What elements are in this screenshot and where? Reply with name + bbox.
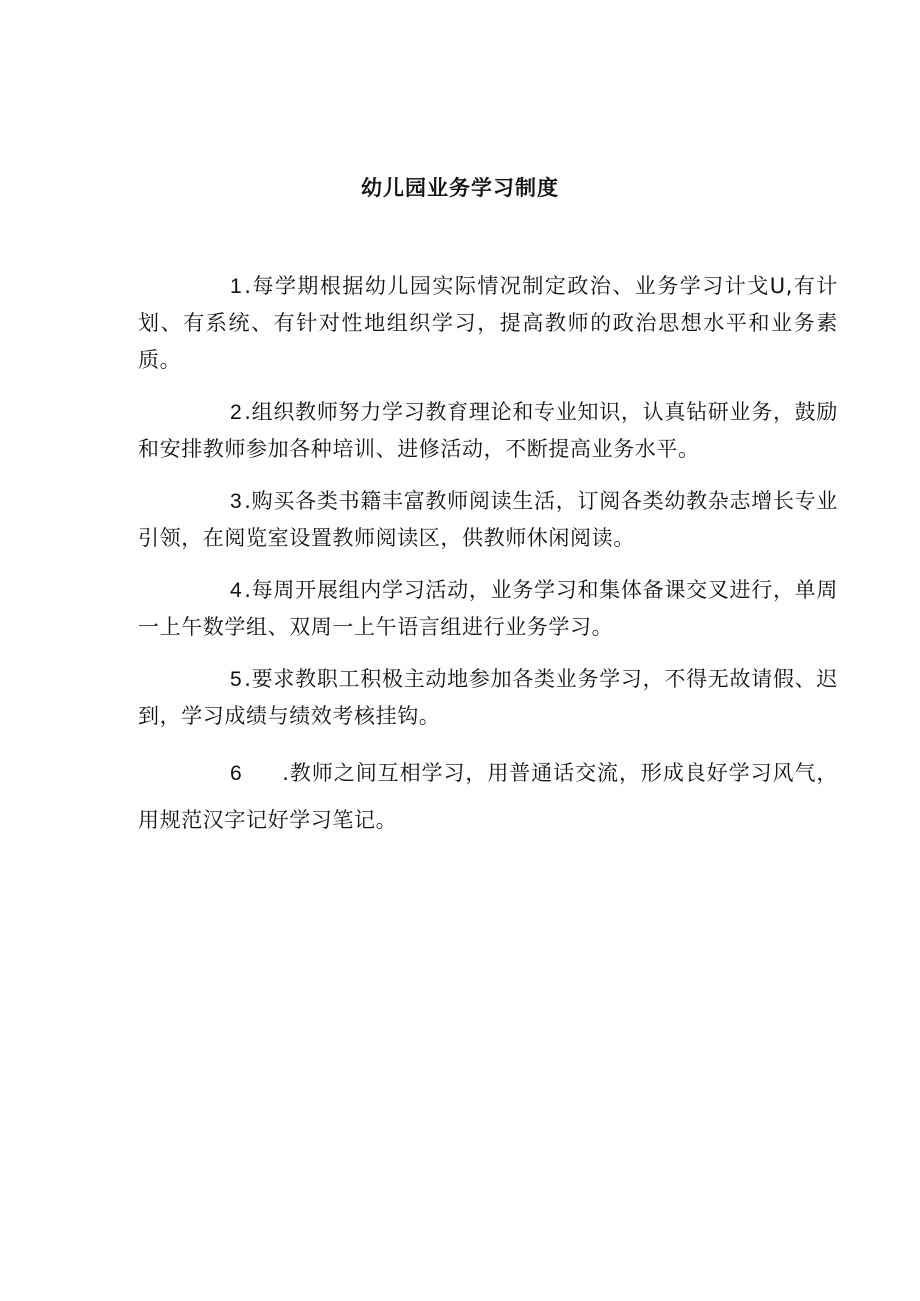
item-text: .每学期根据幼儿园实际情况制定政治、业务学习计戈U,有计划、有系统、有针对性地组织学习，提高教师的政治思想水平和业务素质。 [138, 274, 838, 372]
item-text: .要求教职工积极主动地参加各类业务学习，不得无故请假、迟到，学习成绩与绩效考核挂钩。 [138, 667, 838, 728]
item-text: .教师之间互相学习，用普通话交流，形成良好学习风气，用规范汉字记好学习笔记。 [138, 761, 838, 832]
item-text: .购买各类书籍丰富教师阅读生活，订阅各类幼教杂志增长专业引领，在阅览室设置教师阅读区，供教师休闲阅读。 [138, 489, 838, 550]
list-item [138, 661, 838, 735]
list-item [138, 572, 838, 646]
item-text: .组织教师努力学习教育理论和专业知识，认真钻研业务，鼓励和安排教师参加各种培训、进修活动，不断提高业务水平。 [138, 400, 838, 461]
item-number: 2 [230, 401, 243, 424]
list-item [138, 750, 838, 843]
item-text: .每周开展组内学习活动，业务学习和集体备课交叉进行，单周一上午数学组、双周一上午语言组进行业务学习。 [138, 578, 838, 639]
document-title: 幼儿园业务学习制度 [361, 176, 559, 200]
item-number: 3 [230, 490, 243, 513]
document-body [138, 268, 838, 858]
list-item [138, 394, 838, 468]
item-number: 6 [230, 762, 243, 785]
item-number: 1 [230, 275, 243, 298]
item-number: 4 [230, 579, 243, 602]
list-item [138, 483, 838, 557]
item-number: 5 [230, 668, 243, 691]
list-item [138, 268, 838, 379]
